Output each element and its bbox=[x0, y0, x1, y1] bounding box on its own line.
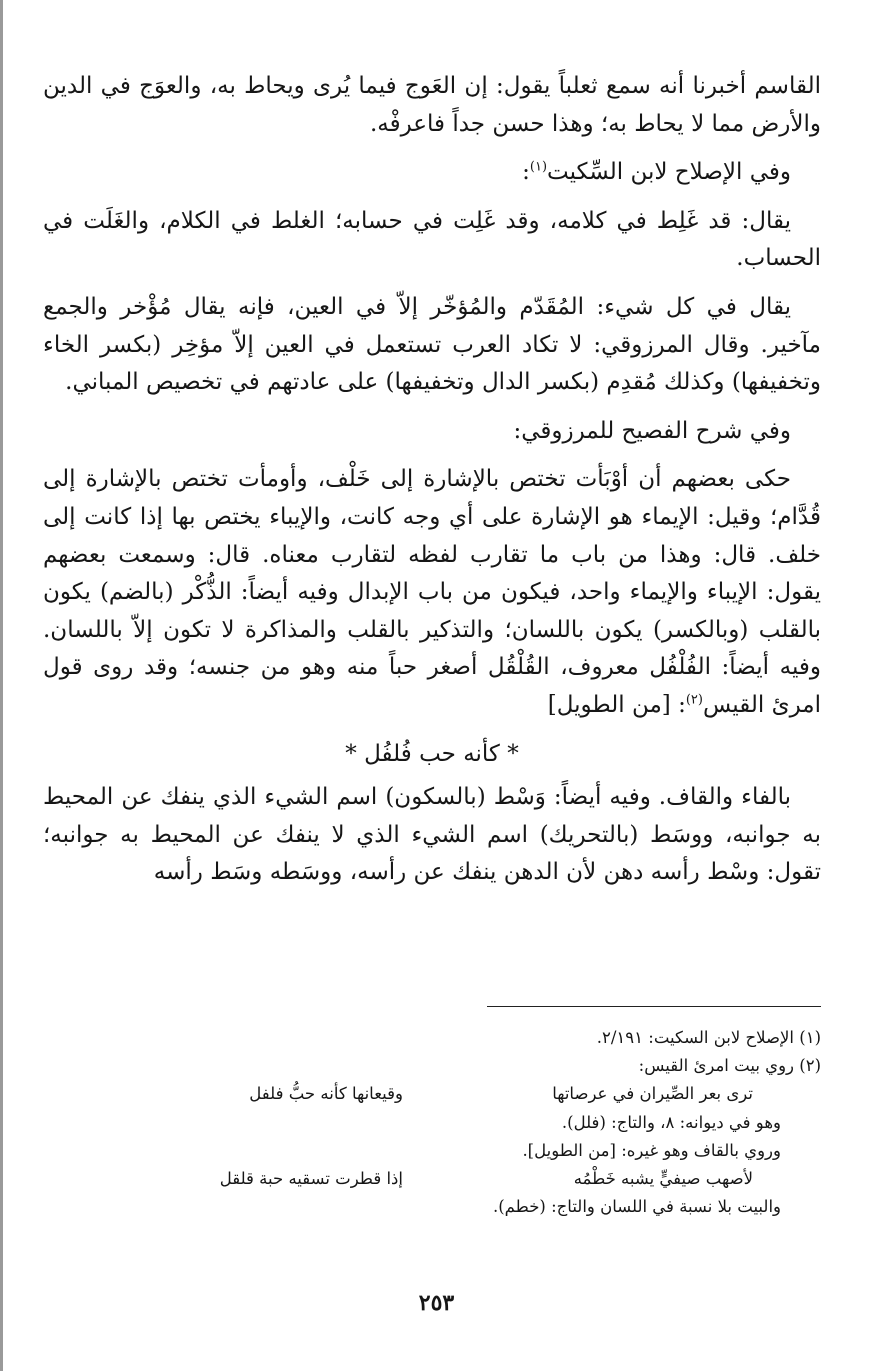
footnote-ref-1[interactable]: (١) bbox=[529, 159, 548, 175]
footnote-verse-2 bbox=[43, 1165, 821, 1193]
footnote-line-3: وهو في ديوانه: ٨، والتاج: (فلل). bbox=[561, 1112, 781, 1132]
footnotes bbox=[43, 1024, 821, 1221]
verse-line: * كأنه حب فُلفُل * bbox=[345, 740, 519, 767]
footnote-ref-2[interactable]: (٢) bbox=[685, 692, 703, 708]
footnote-verse-2-first-hemistich: لأصهب صيفيٍّ يشبه خَطْمُه bbox=[573, 1169, 753, 1188]
footnote-2: (٢) روي بيت امرئ القيس: bbox=[638, 1056, 821, 1076]
paragraph-2 bbox=[43, 154, 821, 192]
footnote-verse-1 bbox=[43, 1080, 821, 1108]
paragraph-4: يقال في كل شيء: المُقَدّم والمُؤخّر إلاّ في العين، فإنه يقال مُؤْخر والجمع مآخير. وقال المرزوقي: لا تكاد العرب تستعمل في العين إلاّ مؤخِر (بكسر الخاء وتخفيفها) وكذلك مُقدِم (بكسر الدال وتخفيفها) على عادتهم في تخصيص المباني. bbox=[43, 293, 821, 396]
paragraph-1: القاسم أخبرنا أنه سمع ثعلباً يقول: إن العَوج فيما يُرى ويحاط به، والعوَج في الدين والأرض مما لا يحاط به؛ وهذا حسن جداً فاعرفْه. bbox=[43, 73, 821, 137]
footnote-verse-1-second-hemistich: وقيعانها كأنه حبُّ فلفل bbox=[249, 1084, 403, 1104]
paragraph-3: يقال: قد غَلِط في كلامه، وقد غَلِت في حسابه؛ الغلط في الكلام، والغَلَت في الحساب. bbox=[43, 207, 821, 272]
page-gutter-shadow bbox=[0, 0, 3, 1371]
paragraph-6 bbox=[43, 461, 821, 724]
paragraph-2-colon: : bbox=[522, 159, 530, 186]
footnote-1: (١) الإصلاح لابن السكيت: ٢/١٩١. bbox=[596, 1028, 821, 1047]
footnote-separator bbox=[487, 1006, 821, 1007]
footnote-verse-1-first-hemistich: ترى بعر الصِّيران في عرصاتها bbox=[552, 1084, 753, 1104]
paragraph-2-text: وفي الإصلاح لابن السِّكيت bbox=[547, 159, 791, 186]
footnote-verse-2-second-hemistich: إذا قطرت تسقيه حبة قلقل bbox=[219, 1169, 403, 1188]
page-number: ٢٥٣ bbox=[418, 1290, 455, 1316]
paragraph-6-text: حكى بعضهم أن أوْبَأت تختص بالإشارة إلى خَلْف، وأومأت تختص بالإشارة إلى قُدَّام؛ وقيل: الإيماء هو الإشارة على أي وجه كانت، والإيباء يختص بها إذا كانت إلى خلف. قال: وهذا من باب ما تقارب لفظه لتقارب معناه. قال: وسمعت بعضهم يقول: الإيباء والإيماء واحد، فيكون من باب الإبدال وفيه أيضاً: الذُّكْر (بالضم) يكون بالقلب (وبالكسر) يكون باللسان؛ والتذكير بالقلب والمذاكرة لا تكون إلاّ باللسان. وفيه أيضاً: الفُلْفُل معروف، القُلْقُل أصغر حباً منه وهو من جنسه؛ وقد روى قول امرئ القيس bbox=[43, 466, 821, 718]
paragraph-7: بالفاء والقاف. وفيه أيضاً: وَسْط (بالسكون) اسم الشيء الذي ينفك عن المحيط به جوانبه، ووسَط (بالتحريك) اسم الشيء الذي لا ينفك عن المحيط به جوانبه؛ تقول: وسْط رأسه دهن لأن الدهن ينفك عن رأسه، ووسَطه وسَط رأسه bbox=[43, 784, 821, 886]
main-text bbox=[43, 68, 821, 903]
footnote-line-4: وروي بالقاف وهو غيره: [من الطويل]. bbox=[522, 1140, 781, 1160]
paragraph-6-meter: : [من الطويل] bbox=[547, 691, 686, 718]
footnote-line-6: والبيت بلا نسبة في اللسان والتاج: (خطم). bbox=[493, 1197, 781, 1217]
paragraph-5: وفي شرح الفصيح للمرزوقي: bbox=[513, 417, 791, 444]
